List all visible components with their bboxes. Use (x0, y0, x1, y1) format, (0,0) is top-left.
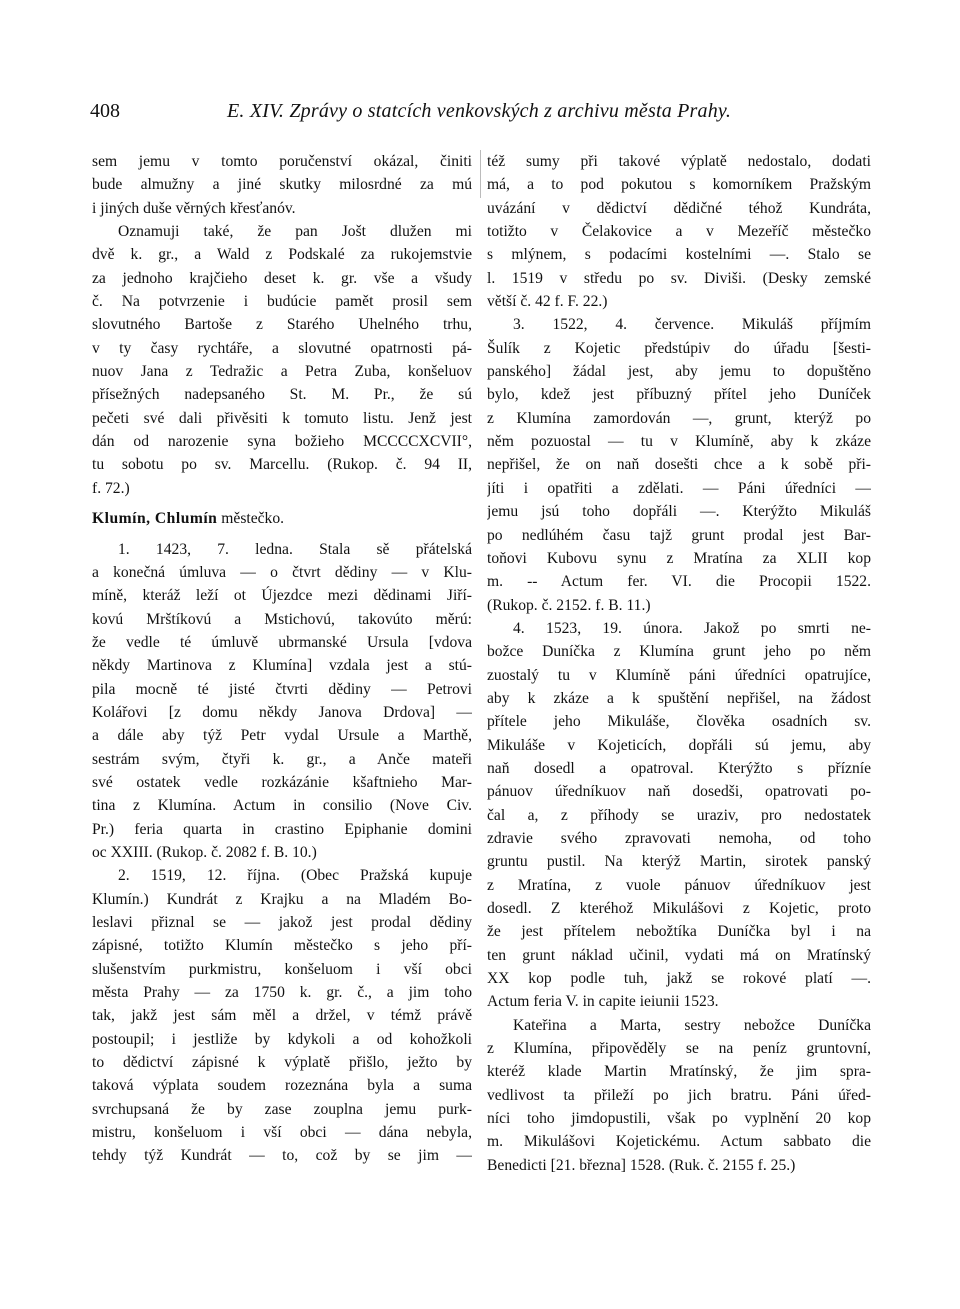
text-line: dán od narozenie syna božieho MCCCCXCVII°, (92, 433, 472, 451)
text-line: jemu jsú toho dopřáli —. Kterýžto Mikuláš (487, 503, 871, 521)
text-line: čal a, z příhody se uraziv, pro nedostatek (487, 806, 871, 824)
text-line: pila mocně té jisté čtvrti dědiny — Petrovi (92, 680, 472, 698)
right-column (487, 150, 871, 1177)
text-line: též sumy při takové výplatě nedostalo, dodati (487, 153, 871, 170)
text-line: s mlýnem, s podacími kostelními —. Stalo se (487, 246, 871, 264)
text-line: z Klumína, připověděly se na peníz gruntovní, (487, 1040, 871, 1058)
text-line: města Prahy — za 1750 k. gr. č., a jim toho (92, 984, 472, 1002)
section-heading-title: Klumín, Chlumín (92, 510, 218, 528)
text-line: 2. 1519, 12. října. (Obec Pražská kupuje (118, 867, 472, 885)
text-line: přísežných nadepsaného St. M. Pr., že sú (92, 386, 472, 404)
text-line: po nedlúhém času tajž grunt prodal jest Bar- (487, 526, 871, 544)
text-line: Pr.) feria quarta in crastino Epiphanie domini (92, 820, 472, 838)
text-line: bylo, kdež jest příbuzný přítel jeho Duníček (487, 386, 871, 404)
text-line: Benedicti [21. března] 1528. (Ruk. č. 2155 f. 25.) (487, 1156, 796, 1174)
text-line: své ostatek vedle rozkázánie kšaftnieho Mar- (92, 773, 472, 791)
text-line: božce Duníčka z Klumína grunt jeho po něm (487, 643, 871, 661)
text-line: mistru, konšeluom i vší obci — dána nebyla, (92, 1124, 472, 1142)
text-line: oc XXIII. (Rukop. č. 2082 f. B. 10.) (92, 843, 317, 861)
column-divider (480, 150, 481, 198)
page-number: 408 (90, 100, 120, 122)
section-heading (92, 500, 472, 537)
text-line: a dále aby týž Petr vydal Ursule a Marthě, (92, 727, 472, 745)
text-line: Kolářovi [z domu někdy Janova Drdova] — (92, 703, 472, 721)
text-line: něm pozuostal — tu v Klumíně, aby k zkáze (487, 433, 871, 451)
text-line: uvázání v dědictví dědičné téhož Kundráta, (487, 199, 871, 217)
text-line: gruntu pustil. Na kterýž Martin, sirotek panský (487, 853, 871, 871)
text-line: kteréž klade Martin Mratínský, že jim spra- (487, 1063, 871, 1081)
text-line: že jest přítelem nebožtíka Duníčka byl i na (487, 923, 871, 941)
text-line: i jiných duše věrných křesťanóv. (92, 199, 296, 217)
section-heading-rest: městečko. (221, 510, 285, 528)
text-line: postoupil; i jestliže by kdykoli a od kohožkoli (92, 1030, 472, 1048)
text-line: větší č. 42 f. F. 22.) (487, 293, 608, 311)
text-line: tina z Klumína. Actum in consilio (Nove Civ. (92, 797, 472, 815)
text-line: č. Na potvrzenie i budúcie pamět prosil sem (92, 293, 472, 311)
text-line: dosedl. Z kteréhož Mikulášovi z Kojetic, proto (487, 900, 871, 917)
running-title: E. XIV. Zprávy o statcích venkovských z archivu města Prahy. (227, 100, 732, 122)
text-line: f. 72.) (92, 479, 130, 497)
text-line: že vedle té úmluvě ubrmanské Ursula [vdova (92, 633, 472, 651)
text-line: míně, kteráž leží ot Újezdce mezi dědinami Jiří- (92, 587, 472, 605)
text-line: zuostalý tu v Klumíně páni úředníci opatrujíce, (487, 666, 871, 684)
text-line: za jednoho krajčieho deset k. gr. vše a všudy (92, 269, 472, 287)
text-line: taková výplata soudem rozeznána byla a suma (92, 1077, 472, 1095)
text-line: Mikuláše v Kojeticích, dopřáli sú jemu, aby (487, 736, 871, 754)
text-line: z Klumína zamordován —, grunt, kterýž po (487, 409, 871, 427)
text-line: naň dosedl a opatroval. Kterýžto s přízníe (487, 759, 871, 777)
text-line: kovú Mrštíkovú a Mstichovú, takovúto měrú: (92, 610, 472, 628)
text-line: l. 1519 v středu po sv. Diviši. (Desky zemské (487, 269, 871, 287)
text-line: sem jemu v tomto poručenství okázal, činiti (92, 153, 472, 170)
text-line: jíti i opatřiti a zdělati. — Páni úředníci — (487, 479, 871, 497)
text-line: XX kop podle tuh, jakž se rokové platí —. (487, 970, 871, 988)
text-line: slušenstvím purkmistru, konšeluom i vší obci (92, 960, 472, 978)
text-line: v ty časy rychtáře, a slovutné opatrnosti pá- (92, 339, 472, 357)
text-line: toňovi Kubovu synu z Mratína za XLII kop (487, 549, 871, 567)
text-line: tak, jakž jest sám měl a držel, v témž právě (92, 1007, 472, 1025)
text-line: sestrám svým, čtyři k. gr., a Anče mateři (92, 750, 472, 768)
text-line: (Rukop. č. 2152. f. B. 11.) (487, 596, 651, 614)
text-line: totižto v Čelakovice a v Mezeříč městečko (487, 223, 871, 241)
left-column (92, 150, 472, 1168)
text-line: to dědictví zápisné k výplatě přišlo, ježto by (92, 1054, 472, 1072)
text-line: Šulík z Kojetic předstúpiv do úřadu [šesti- (487, 339, 871, 357)
text-line: svrchupsaná že by zase zouplna jemu purk- (92, 1100, 472, 1118)
text-line: přítele jeho Mikuláše, člověka osadních sv. (487, 713, 871, 731)
text-line: nuov Jana z Tedražic a Petra Zuba, konšeluov (92, 363, 472, 381)
text-line: níci toho jimdopustili, však po vyplnění 20 kop (487, 1110, 871, 1128)
text-line: tu sobotu po sv. Marcellu. (Rukop. č. 94 II, (92, 456, 472, 474)
text-line: Oznamuji také, že pan Jošt dlužen mi (118, 223, 472, 241)
text-line: někdy Martinova z Klumína] vzdala jest a stú- (92, 657, 472, 675)
text-line: dvě k. gr., a Wald z Podskalé za rukojemstvie (92, 246, 472, 264)
text-line: slovutného Bartoše z Starého Uhelného trhu, (92, 316, 472, 334)
text-line: ten grunt náklad učinil, vydati má on Mratínský (487, 946, 871, 964)
text-line: 1. 1423, 7. ledna. Stala sě přátelská (118, 540, 472, 558)
page-header (90, 100, 870, 130)
text-line: pečeti své dali přivěsiti k tomuto listu. Jenž jest (92, 409, 472, 427)
text-line: Kateřina a Marta, sestry nebožce Duníčka (513, 1016, 871, 1034)
text-line: tehdy týž Kundrát — to, což by se jim — (92, 1147, 472, 1165)
text-line: z Mratína, z vuole pánuov úředníkuov jest (487, 876, 871, 894)
text-line: m. Mikulášovi Kojetickému. Actum sabbato die (487, 1133, 871, 1151)
text-line: panského] žádal jest, aby jemu to dopuštěno (487, 363, 871, 381)
text-line: aby k zkáze a k spuštění nepřišel, na žádost (487, 689, 871, 707)
text-line: pánuov úředníkuov naň dosedši, opatrovati po- (487, 783, 871, 801)
text-line: 3. 1522, 4. července. Mikuláš příjmím (513, 316, 871, 334)
text-line: zápisné, totižto Klumín městečko s jeho pří- (92, 937, 472, 955)
text-line: bude almužny a jiné skutky milosrdné za mú (92, 176, 472, 194)
text-line: Actum feria V. in capite ieiunii 1523. (487, 993, 719, 1011)
text-line: leslavi přiznal se — jakož jest prodal dědiny (92, 914, 472, 931)
text-line: vedlivost ta přileží po jich bratru. Páni úřed- (487, 1086, 871, 1104)
text-line: Klumín.) Kundrát z Krajku a na Mladém Bo- (92, 890, 472, 908)
text-line: nepřišel, že on naň dosešti chce a k sobě při- (487, 456, 871, 474)
text-line: má, a to pod pokutou s komorníkem Pražským (487, 176, 871, 194)
text-line: zdravie svého zpravovati nemoha, od toho (487, 829, 871, 847)
text-line: m. -- Actum fer. VI. die Procopii 1522. (487, 573, 871, 591)
text-line: 4. 1523, 19. února. Jakož po smrti ne- (513, 619, 871, 637)
text-line: a konečná úmluva — o čtvrt dědiny — v Klu- (92, 563, 472, 581)
